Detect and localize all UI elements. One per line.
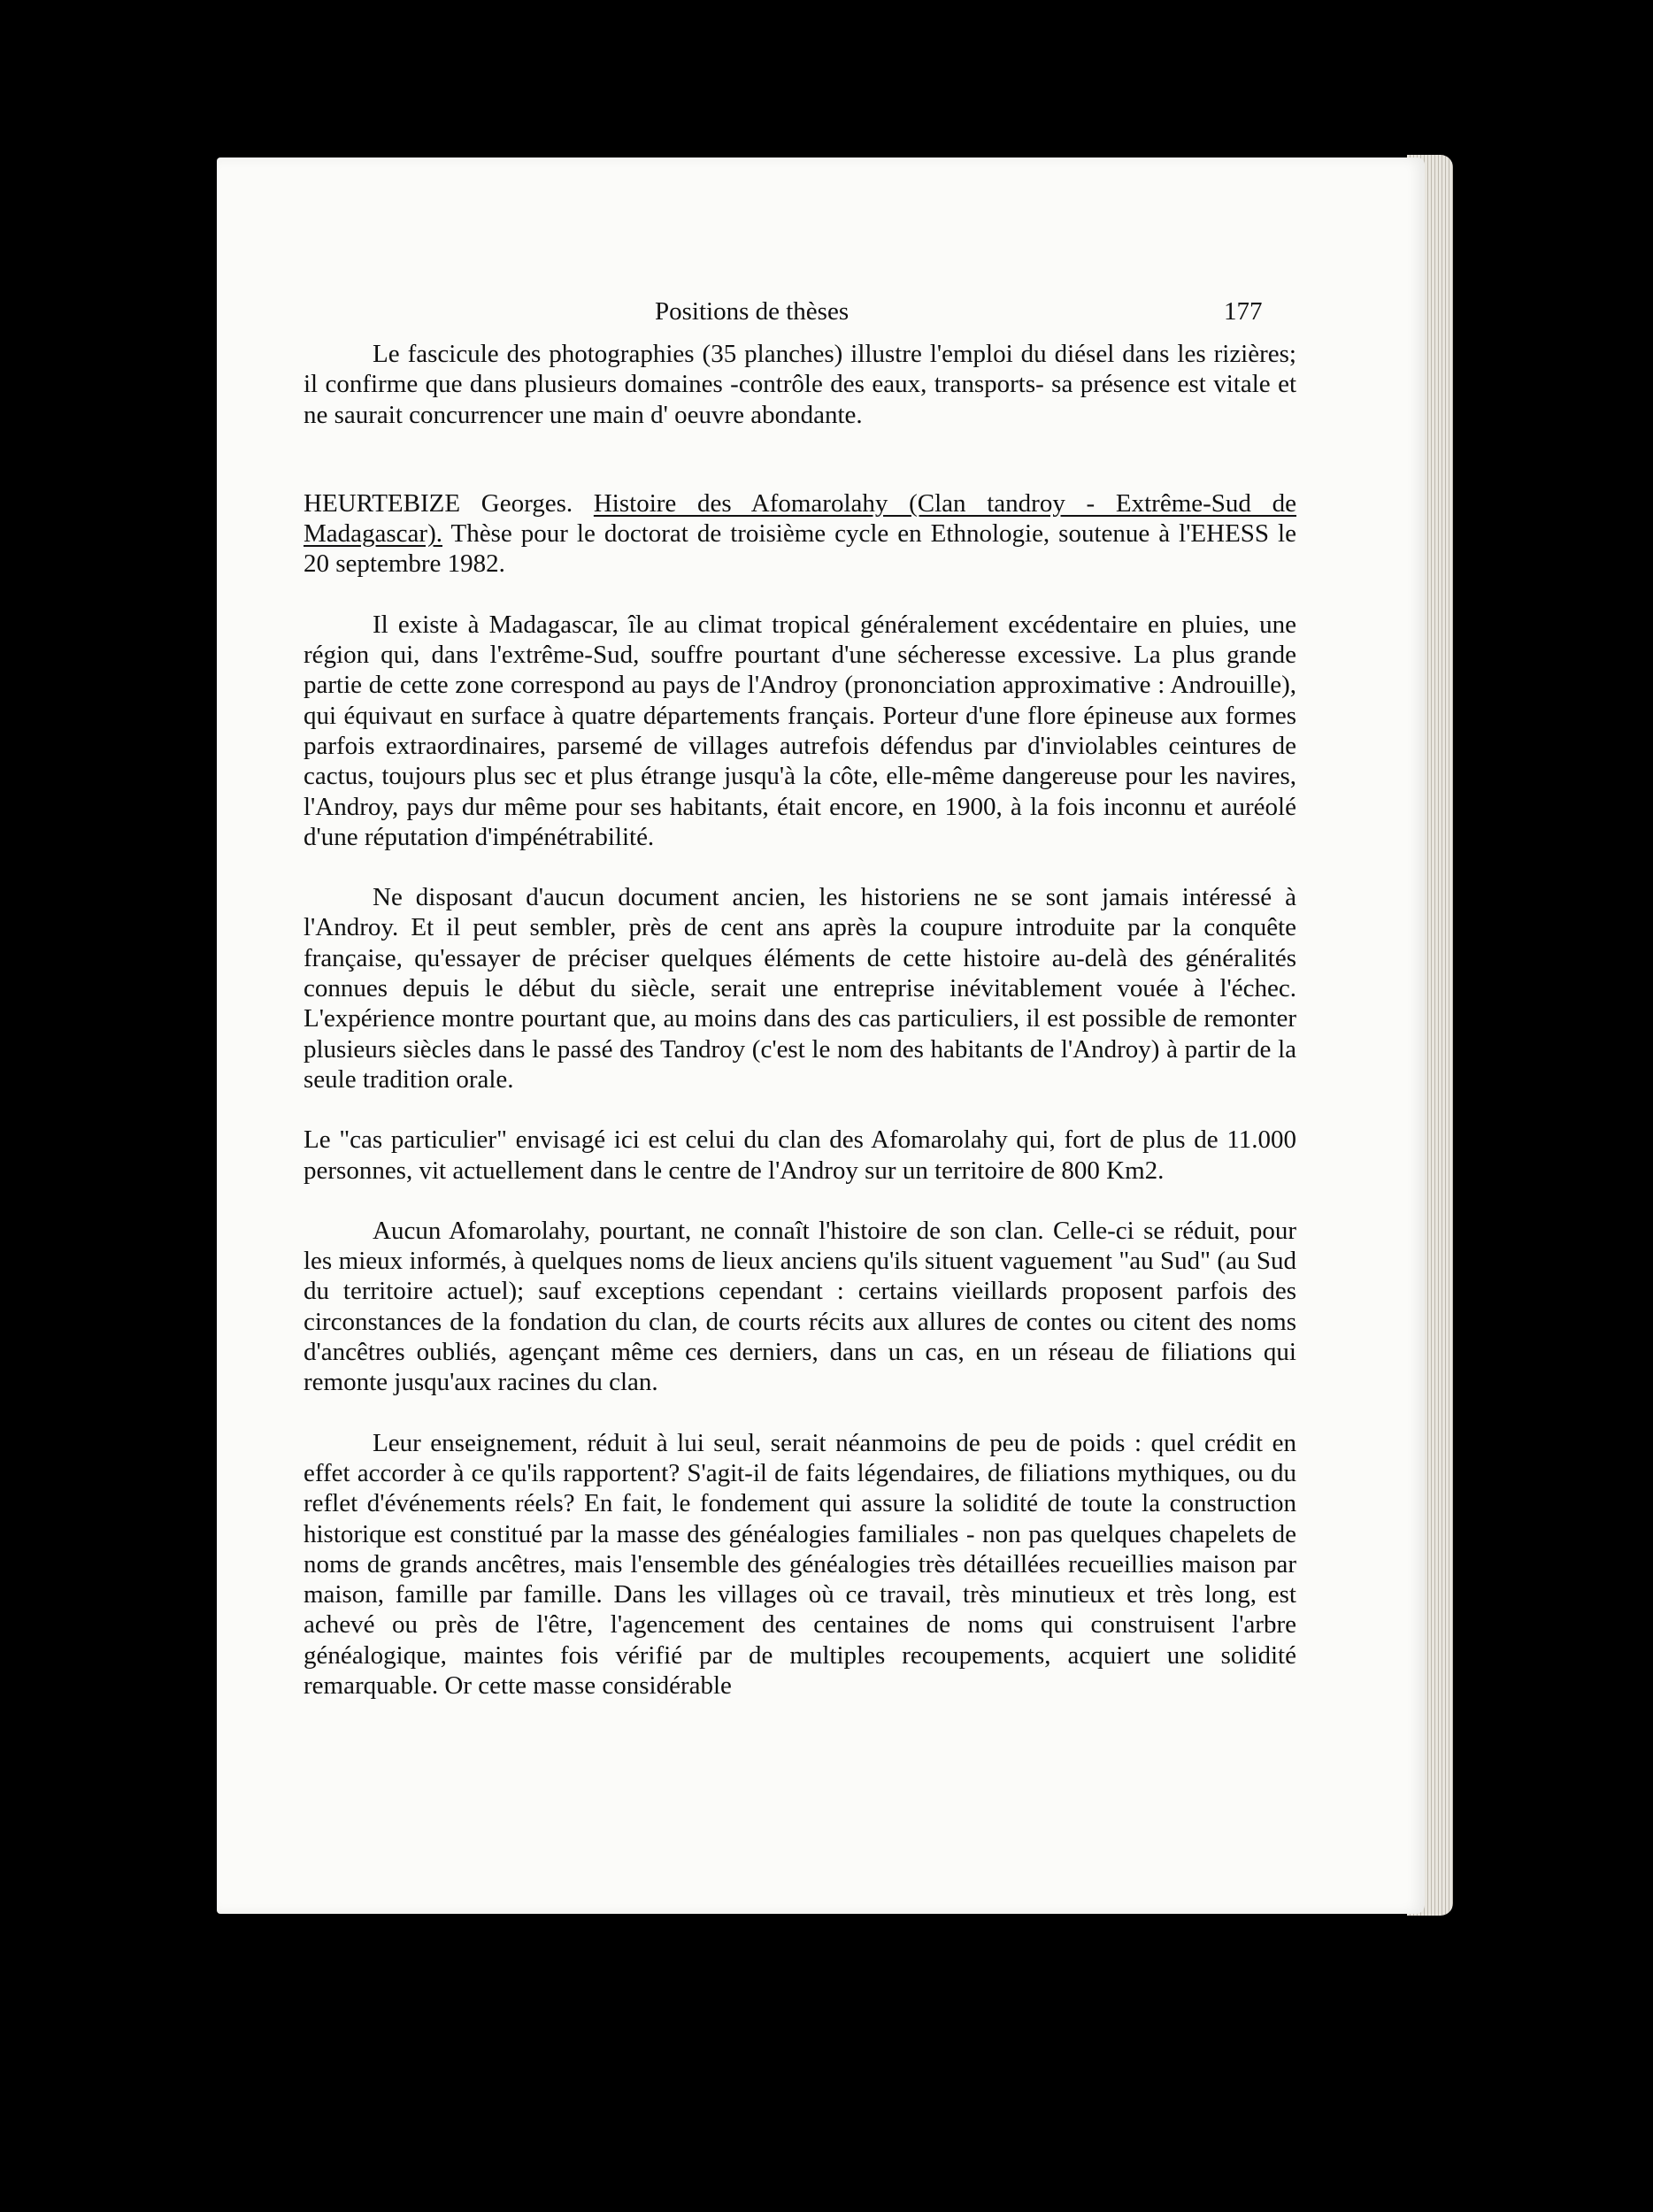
paragraph-androy: Il existe à Madagascar, île au climat tropical généralement excédentaire en pluies, une région qui, dans l'extrême-Sud, souffre pourtant d'une sécheresse excessive. La plus grande partie de cette zone correspond au pays de l'Androy (prononciation approximative : Androuille), qui équivaut en surface à quatre départements français. Porteur d'une flore épineuse aux formes parfois extraordinaires, parsemé de villages autrefois défendus par d'inviolables ceintures de cactus, toujours plus sec et plus étrange jusqu'à la côte, elle-même dangereuse pour les navires, l'Androy, pays dur même pour ses habitants, était encore, en 1900, à la fois inconnu et auréolé d'une réputation d'impénétrabilité.	[304, 610, 1296, 851]
book-page	[217, 157, 1425, 1914]
thesis-entry	[304, 488, 1296, 580]
thesis-details: Thèse pour le doctorat de troisième cycle en Ethnologie, soutenue à l'EHESS le 20 septembre 1982.	[304, 519, 1296, 579]
thesis-author: HEURTEBIZE Georges.	[304, 488, 573, 518]
page-number: 177	[1224, 297, 1263, 326]
paragraph-cas-particulier: Le "cas particulier" envisagé ici est celui du clan des Afomarolahy qui, fort de plus de 11.000 personnes, vit actuellement dans le centre de l'Androy sur un territoire de 800 Km2.	[304, 1125, 1296, 1185]
paragraph-diesel: Le fascicule des photographies (35 planches) illustre l'emploi du diésel dans les rizières; il confirme que dans plusieurs domaines -contrôle des eaux, transports- sa présence est vitale et ne saurait concurrencer une main d' oeuvre abondante.	[304, 340, 1296, 429]
running-title: Positions de thèses	[655, 297, 850, 326]
page-header	[217, 297, 1425, 342]
paragraph-historians: Ne disposant d'aucun document ancien, les historiens ne se sont jamais intéressé à l'Androy. Et il peut sembler, près de cent ans après la coupure introduite par la conquête française, qu'essayer de préciser quelques éléments de cette histoire au-delà des généralités connues depuis le début du siècle, serait une entreprise inévitablement vouée à l'échec. L'expérience montre pourtant que, au moins dans des cas particuliers, il est possible de remonter plusieurs siècles dans le passé des Tandroy (c'est le nom des habitants de l'Androy) à partir de la seule tradition orale.	[304, 883, 1296, 1094]
paragraph-afomarolahy: Aucun Afomarolahy, pourtant, ne connaît l'histoire de son clan. Celle-ci se réduit, pour les mieux informés, à quelques noms de lieux anciens qu'ils situent vaguement "au Sud" (au Sud du territoire actuel); sauf exceptions cependant : certains vieillards proposent parfois des circonstances de la fondation du clan, de courts récits aux allures de contes ou citent des noms d'ancêtres oubliés, agençant même ces derniers, dans un cas, en un réseau de filiations qui remonte jusqu'aux racines du clan.	[304, 1216, 1296, 1397]
thesis-title: Histoire des Afomarolahy (Clan tandroy - Extrême-Sud de Madagascar).	[304, 488, 1297, 549]
paragraph-genealogies: Leur enseignement, réduit à lui seul, serait néanmoins de peu de poids : quel crédit en effet accorder à ce qu'ils rapportent? S'agit-il de faits légendaires, de filiations mythiques, ou du reflet d'événements réels? En fait, le fondement qui assure la solidité de toute la construction historique est constitué par la masse des généalogies familiales - non pas quelques chapelets de noms de grands ancêtres, mais l'ensemble des généalogies très détaillées recueillies maison par maison, famille par famille. Dans les villages où ce travail, très minutieux et très long, est achevé ou près de l'être, l'agencement des centaines de noms qui construisent l'arbre généalogique, maintes fois vérifié par de multiples recoupements, acquiert une solidité remarquable. Or cette masse considérable	[304, 1428, 1296, 1700]
page-body	[304, 339, 1296, 1701]
